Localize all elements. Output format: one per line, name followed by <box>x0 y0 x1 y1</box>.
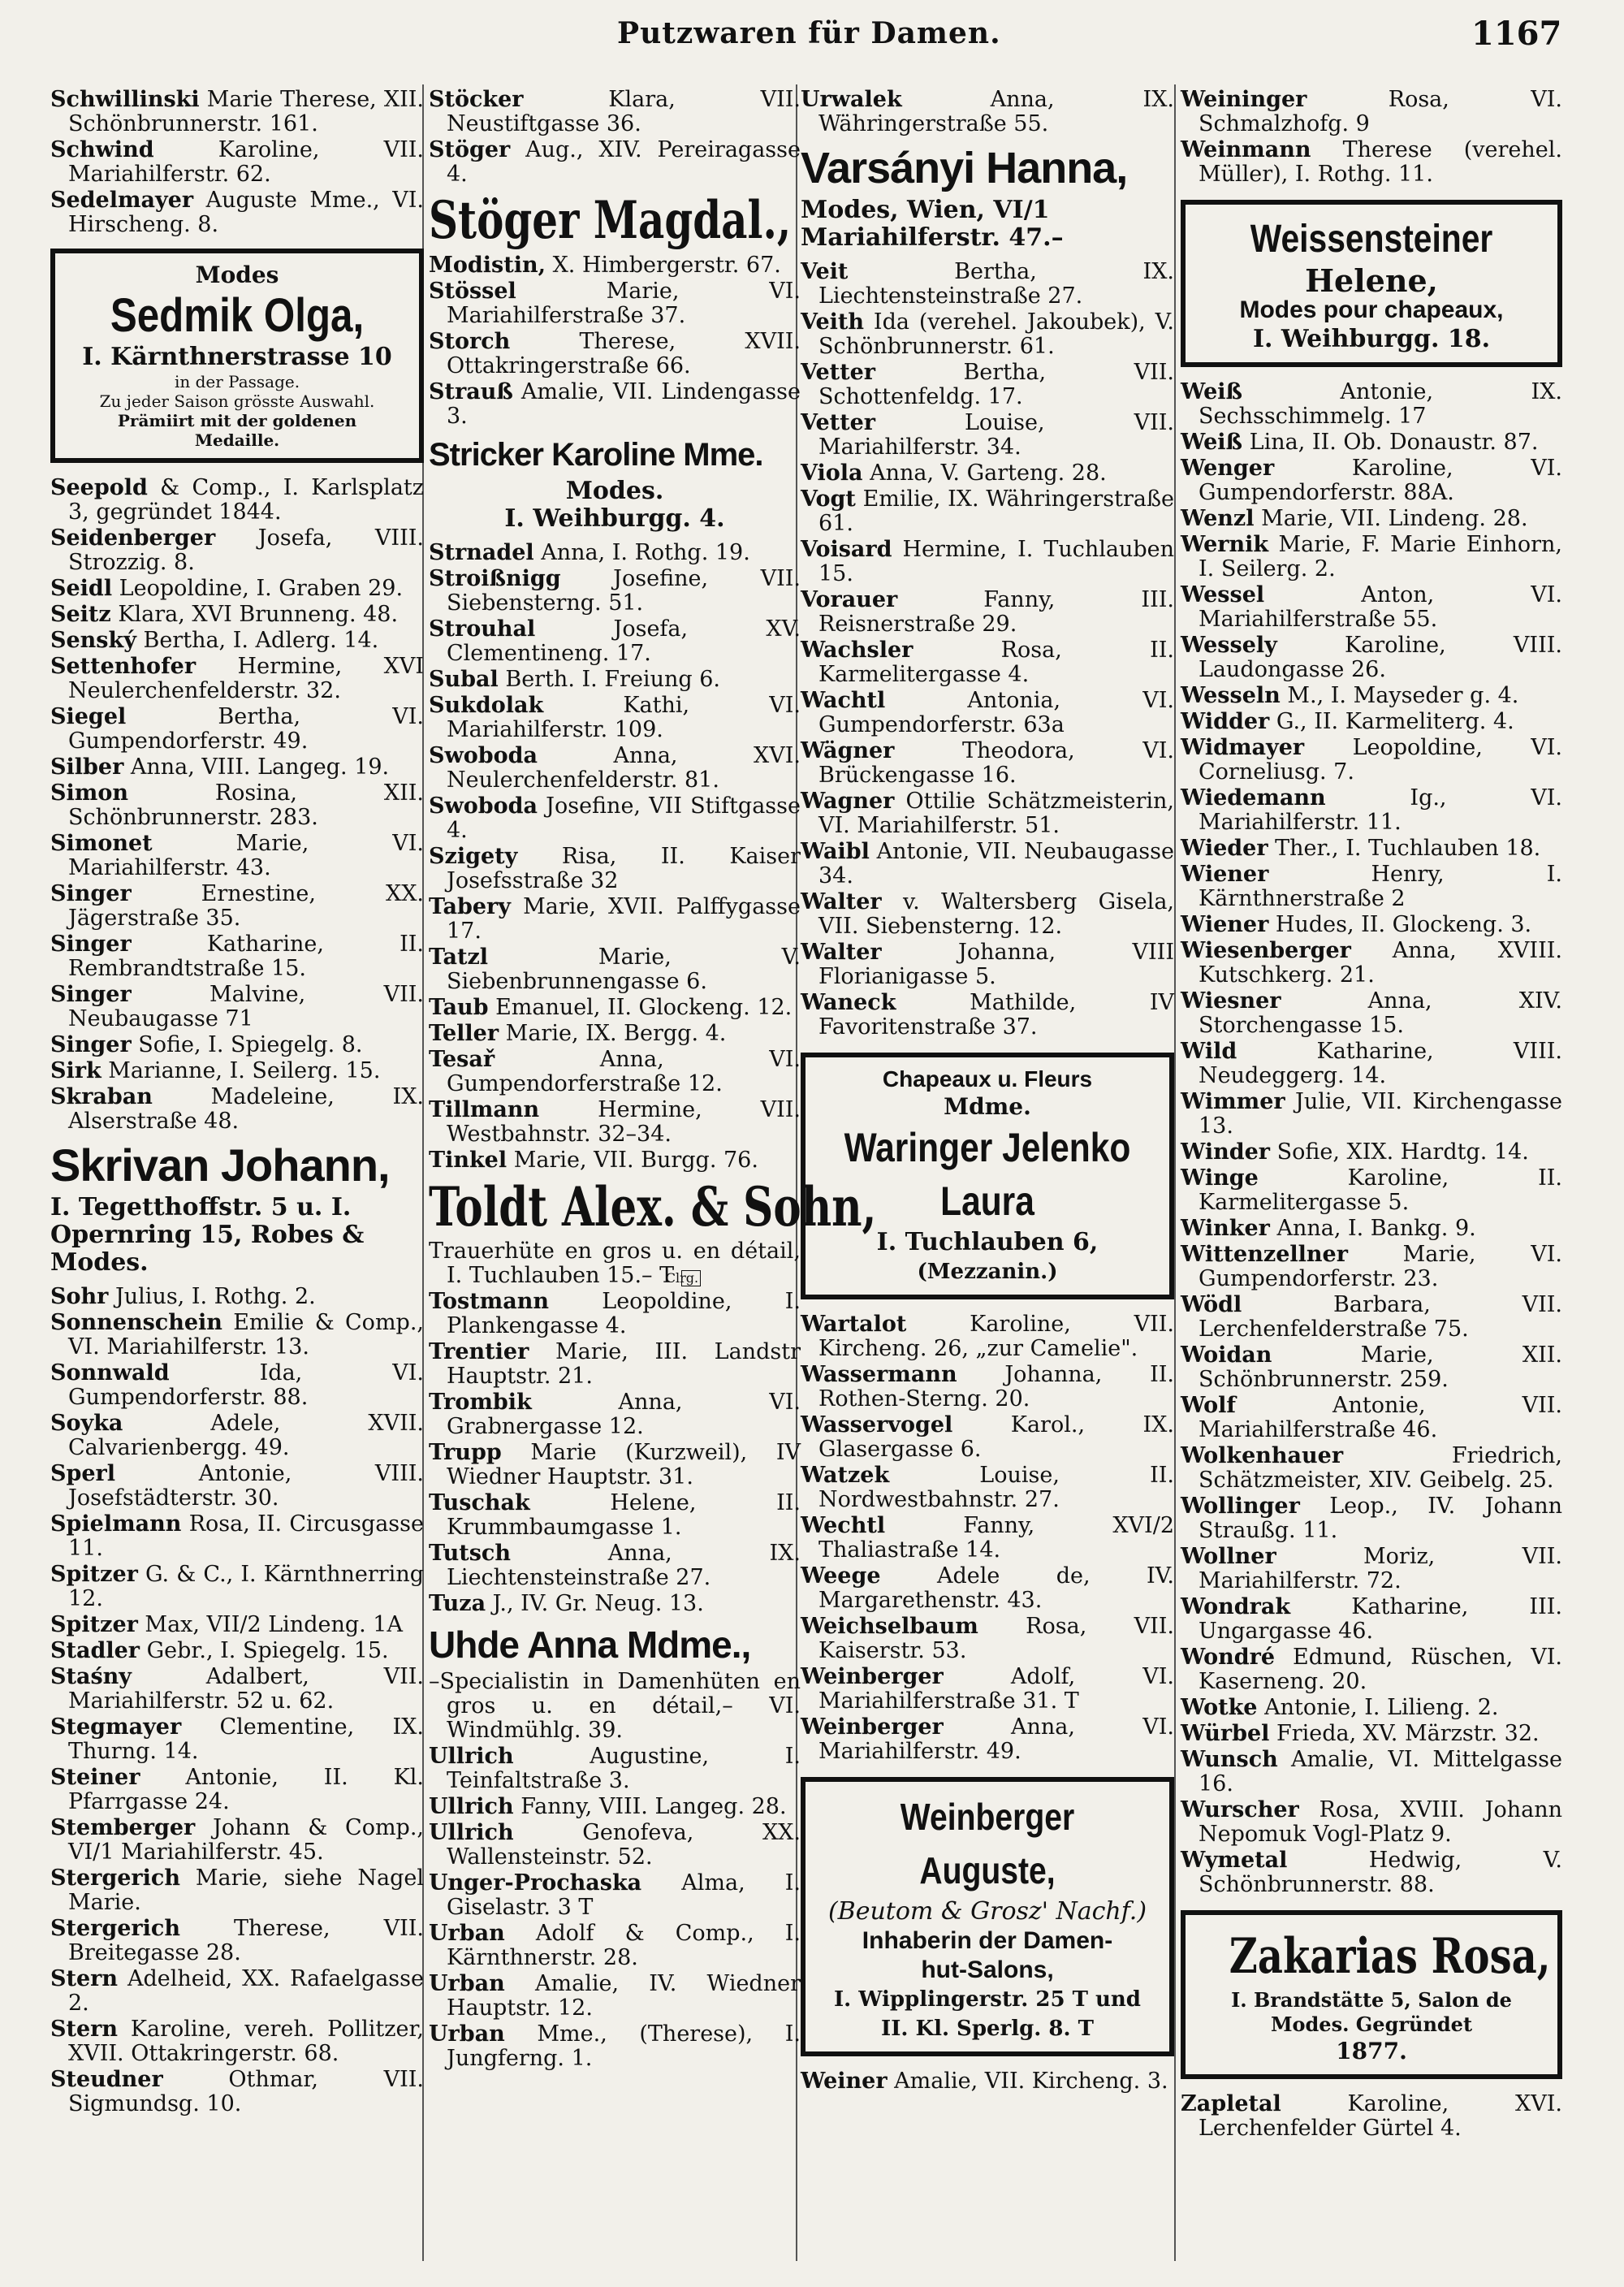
directory-entry: Tillmann Hermine, VII. Westbahnstr. 32–34. <box>429 1097 801 1147</box>
directory-entry: Wollner Moriz, VII. Mariahilferstr. 72. <box>1181 1544 1562 1593</box>
advert-box-waringer <box>801 1053 1174 1299</box>
directory-entry: Stössel Marie, VI. Mariahilferstraße 37. <box>429 279 801 328</box>
advert-address: I. Brandstätte 5, Salon de Modes. Gegründet <box>1231 1988 1512 2036</box>
directory-entry: Wondrak Katharine, III. Ungargasse 46. <box>1181 1594 1562 1644</box>
directory-entry: Sperl Antonie, VIII. Josefstädterstr. 30. <box>50 1461 424 1511</box>
directory-entry: Veith Ida (verehel. Jakoubek), V. Schönbrunnerstr. 61. <box>801 309 1174 359</box>
entry-list <box>1181 2092 1562 2141</box>
advert-line: Mdme. <box>944 1093 1031 1120</box>
directory-entry: Strouhal Josefa, XV. Clementineng. 17. <box>429 616 801 666</box>
directory-entry: Settenhofer Hermine, XVI Neulerchenfelderstr. 32. <box>50 654 424 703</box>
directory-entry: Wenger Karoline, VI. Gumpendorferstr. 88A. <box>1181 456 1562 505</box>
directory-entry: Weiß Antonie, IX. Sechsschimmelg. 17 <box>1181 379 1562 429</box>
directory-entry: Wolf Antonie, VII. Mariahilferstraße 46. <box>1181 1393 1562 1442</box>
advert-line: Chapeaux u. Fleurs <box>882 1066 1093 1092</box>
directory-entry: Wieder Ther., I. Tuchlauben 18. <box>1181 836 1541 861</box>
directory-entry: Urban Mme., (Therese), I. Jungferng. 1. <box>429 2021 801 2071</box>
directory-entry: Seitz Klara, XVI Brunneng. 48. <box>50 602 399 627</box>
directory-entry: Weiß Lina, II. Ob. Donaustr. 87. <box>1181 430 1539 455</box>
advert-name: Helene, <box>1305 262 1438 299</box>
directory-entry: Winker Anna, I. Bankg. 9. <box>1181 1216 1476 1241</box>
directory-entry: Tostmann Leopoldine, I. Plankengasse 4. <box>429 1289 801 1338</box>
directory-entry: Senský Bertha, I. Adlerg. 14. <box>50 628 379 653</box>
directory-entry: Weichselbaum Rosa, VII. Kaiserstr. 53. <box>801 1614 1174 1663</box>
directory-entry: Wechtl Fanny, XVI/2 Thaliastraße 14. <box>801 1513 1174 1563</box>
directory-entry: Walter Johanna, VIII Florianigasse 5. <box>801 940 1174 989</box>
directory-entry: Singer Sofie, I. Spiegelg. 8. <box>50 1032 363 1057</box>
directory-entry: Siegel Bertha, VI. Gumpendorferstr. 49. <box>50 704 424 754</box>
directory-entry: Stern Karoline, vereh. Pollitzer, XVII. Ottakringerstr. 68. <box>50 2017 424 2066</box>
directory-entry: Vogt Emilie, IX. Währingerstraße 61. <box>801 486 1174 536</box>
directory-entry: Stemberger Johann & Comp., VI/1 Mariahilferstr. 45. <box>50 1815 424 1865</box>
display-entry-detail <box>429 1239 801 1288</box>
display-entry-text: Trauerhüte en gros u. en détail, I. Tuchlauben 15.– T <box>429 1239 801 1288</box>
directory-entry: Seepold & Comp., I. Karlsplatz 3, gegründet 1844. <box>50 475 424 525</box>
display-entry-name: Stricker Karoline Mme. <box>429 437 763 473</box>
display-entry-name: Varsányi Hanna, <box>801 144 1128 192</box>
directory-entry: Wotke Antonie, I. Lilieng. 2. <box>1181 1695 1499 1720</box>
directory-entry: Wurscher Rosa, XVIII. Johann Nepomuk Vogl-Platz 9. <box>1181 1797 1562 1847</box>
directory-entry: Urban Amalie, IV. Wiedner Hauptstr. 12. <box>429 1971 801 2021</box>
entry-list <box>1181 88 1562 187</box>
display-entry-detail: Modes, Wien, VI/1 Mariahilferstr. 47.– <box>801 196 1064 252</box>
column-3 <box>801 88 1174 2095</box>
advert-line: Inhaberin der Damen- <box>862 1927 1113 1954</box>
directory-entry: Stroißnigg Josefine, VII. Siebensterng. 51. <box>429 566 801 616</box>
directory-entry: Wernik Marie, F. Marie Einhorn, I. Seilerg. 2. <box>1181 532 1562 581</box>
display-entry-detail: I. Tegetthoffstr. 5 u. I. Opernring 15, Robes & Modes. <box>50 1193 365 1277</box>
directory-entry: Würbel Frieda, XV. Märzstr. 32. <box>1181 1721 1540 1746</box>
directory-entry: Strnadel Anna, I. Rothg. 19. <box>429 540 750 565</box>
directory-entry: Wartalot Karoline, VII. Kircheng. 26, „zur Camelie". <box>801 1312 1174 1361</box>
directory-entry: Weege Adele de, IV. Margarethenstr. 43. <box>801 1563 1174 1613</box>
directory-entry: Wiedemann Ig., VI. Mariahilferstr. 11. <box>1181 785 1562 835</box>
advert-line: (Mezzanin.) <box>917 1260 1058 1284</box>
directory-entry: Steiner Antonie, II. Kl. Pfarrgasse 24. <box>50 1765 424 1814</box>
directory-entry: Viola Anna, V. Garteng. 28. <box>801 460 1107 486</box>
directory-entry: Stergerich Therese, VII. Breitegasse 28. <box>50 1916 424 1965</box>
directory-entry: Wiesenberger Anna, XVIII. Kutschkerg. 21. <box>1181 938 1562 988</box>
display-entry-name: Uhde Anna Mdme., <box>429 1623 751 1666</box>
directory-entry: Simonet Marie, VI. Mariahilferstr. 43. <box>50 831 424 880</box>
directory-entry: Ullrich Genofeva, XX. Wallensteinstr. 52. <box>429 1820 801 1870</box>
advert-box-sedmik <box>50 249 424 463</box>
advert-address: II. Kl. Sperlg. 8. T <box>881 2017 1094 2041</box>
directory-entry: Weiner Amalie, VII. Kircheng. 3. <box>801 2069 1168 2094</box>
display-entry-name: Stöger Magdal., <box>429 190 792 251</box>
directory-entry: Urban Adolf & Comp., I. Kärnthnerstr. 28. <box>429 1921 801 1970</box>
advert-line: Modes <box>195 262 279 288</box>
directory-entry: Skraban Madeleine, IX. Alserstraße 48. <box>50 1084 424 1134</box>
entry-list <box>429 541 801 1173</box>
entry-list <box>801 88 1174 136</box>
directory-entry: Wild Katharine, VIII. Neudeggerg. 14. <box>1181 1039 1562 1088</box>
entry-tag: Clrg. <box>681 1270 701 1286</box>
directory-entry: Stern Adelheid, XX. Rafaelgasse 2. <box>50 1966 424 2016</box>
advert-name: Zakarias Rosa, <box>1229 1928 1551 1985</box>
advert-address: I. Wipplingerstr. 25 T und <box>833 1987 1141 2012</box>
directory-entry: Sohr Julius, I. Rothg. 2. <box>50 1284 316 1309</box>
directory-entry: Widmayer Leopoldine, VI. Corneliusg. 7. <box>1181 735 1562 785</box>
directory-entry: Staśny Adalbert, VII. Mariahilferstr. 52 u. 62. <box>50 1664 424 1714</box>
directory-entry: Widder G., II. Karmeliterg. 4. <box>1181 709 1514 734</box>
directory-entry: Urwalek Anna, IX. Währingerstraße 55. <box>801 87 1174 136</box>
entry-list <box>429 1290 801 1616</box>
advert-name: Weinberger Auguste, <box>900 1796 1075 1891</box>
directory-entry: Tuza J., IV. Gr. Neug. 13. <box>429 1591 704 1616</box>
directory-entry: Sonnenschein Emilie & Comp., VI. Mariahilferstr. 13. <box>50 1310 424 1360</box>
advert-address: I. Weihburgg. 18. <box>1252 325 1491 353</box>
directory-entry: Wessel Anton, VI. Mariahilferstraße 55. <box>1181 582 1562 632</box>
column-2 <box>429 87 877 2073</box>
directory-entry: Unger-Prochaska Alma, I. Giselastr. 3 T <box>429 1870 801 1920</box>
advert-line: (Beutom & Grosz' Nachf.) <box>827 1897 1147 1926</box>
advert-line: Zu jeder Saison grösste Auswahl. <box>99 391 375 411</box>
directory-entry: Sedelmayer Auguste Mme., VI. Hirscheng. 8. <box>50 188 424 237</box>
advert-box-weinberger <box>801 1777 1174 2056</box>
directory-entry: Wondré Edmund, Rüschen, VI. Kaserneng. 20. <box>1181 1645 1562 1694</box>
directory-entry: Subal Berth. I. Freiung 6. <box>429 667 720 692</box>
display-entry-detail: I. Weihburgg. 4. <box>504 504 725 533</box>
entry-list <box>50 88 424 237</box>
entry-list <box>50 476 424 1134</box>
directory-entry: Stöger Aug., XIV. Pereiragasse 4. <box>429 137 801 187</box>
directory-entry: Taub Emanuel, II. Glockeng. 12. <box>429 995 793 1020</box>
advert-line: Prämiirt mit der goldenen <box>117 411 357 430</box>
directory-entry: Vetter Bertha, VII. Schottenfeldg. 17. <box>801 360 1174 409</box>
directory-entry: Wödl Barbara, VII. Lerchenfelderstraße 75. <box>1181 1292 1562 1342</box>
directory-entry: Seidenberger Josefa, VIII. Strozzig. 8. <box>50 525 424 575</box>
directory-entry: Soyka Adele, XVII. Calvarienbergg. 49. <box>50 1411 424 1460</box>
directory-entry: Steudner Othmar, VII. Sigmundsg. 10. <box>50 2067 424 2116</box>
directory-entry: Stadler Gebr., I. Spiegelg. 15. <box>50 1638 389 1663</box>
directory-entry: Winder Sofie, XIX. Hardtg. 14. <box>1181 1139 1529 1165</box>
advert-line: 1877. <box>1336 2038 1407 2064</box>
advert-name: Weissensteiner <box>1250 218 1493 261</box>
advert-line: Medaille. <box>194 430 280 450</box>
directory-entry: Tesař Anna, VI. Gumpendorferstraße 12. <box>429 1047 801 1096</box>
directory-entry: Singer Katharine, II. Rembrandtstraße 15. <box>50 932 424 981</box>
directory-entry: Wiener Hudes, II. Glockeng. 3. <box>1181 912 1532 937</box>
directory-entry: Waibl Antonie, VII. Neubaugasse 34. <box>801 839 1174 888</box>
directory-entry: Wiesner Anna, XIV. Storchengasse 15. <box>1181 988 1562 1038</box>
entry-list <box>429 253 801 429</box>
advert-line: in der Passage. <box>174 372 300 391</box>
directory-entry: Szigety Risa, II. Kaiser Josefsstraße 32 <box>429 844 801 893</box>
directory-entry: Weinmann Therese (verehel. Müller), I. Rothg. 11. <box>1181 137 1562 187</box>
entry-list <box>1181 380 1562 1897</box>
directory-entry: Weinberger Anna, VI. Mariahilferstr. 49. <box>801 1714 1174 1764</box>
advert-line: hut-Salons, <box>921 1956 1054 1983</box>
display-entry-detail: –Specialistin in Damenhüten en gros u. en détail,– VI. Windmühlg. 39. <box>429 1669 801 1743</box>
directory-entry: Wachtl Antonia, VI. Gumpendorferstr. 63a <box>801 688 1174 737</box>
directory-entry: Swoboda Anna, XVI. Neulerchenfelderstr. 81. <box>429 743 801 793</box>
column-4 <box>1181 88 1562 2142</box>
entry-list <box>801 260 1174 1040</box>
directory-entry: Veit Bertha, IX. Liechtensteinstraße 27. <box>801 259 1174 309</box>
entry-list <box>801 2069 1174 2094</box>
directory-entry: Wiener Henry, I. Kärnthnerstraße 2 <box>1181 862 1562 911</box>
directory-entry: Trupp Marie (Kurzweil), IV Wiedner Hauptstr. 31. <box>429 1440 801 1489</box>
directory-entry: Schwillinski Marie Therese, XII. Schönbrunnerstr. 161. <box>50 87 424 136</box>
directory-entry: Woidan Marie, XII. Schönbrunnerstr. 259. <box>1181 1342 1562 1392</box>
directory-entry: Ullrich Fanny, VIII. Langeg. 28. <box>429 1794 787 1819</box>
directory-entry: Teller Marie, IX. Bergg. 4. <box>429 1021 727 1046</box>
directory-entry: Stergerich Marie, siehe Nagel Marie. <box>50 1865 424 1915</box>
directory-entry: Spitzer G. & C., I. Kärnthnerring 12. <box>50 1562 424 1611</box>
directory-entry: Stöcker Klara, VII. Neustiftgasse 36. <box>429 87 801 136</box>
directory-entry: Sukdolak Kathi, VI. Mariahilferstr. 109. <box>429 693 801 742</box>
page-title: Putzwaren für Damen. <box>617 16 1001 50</box>
column-divider <box>1174 84 1176 2261</box>
directory-entry: Singer Ernestine, XX. Jägerstraße 35. <box>50 881 424 931</box>
directory-entry: Watzek Louise, II. Nordwestbahnstr. 27. <box>801 1463 1174 1512</box>
directory-entry: Wimmer Julie, VII. Kirchengasse 13. <box>1181 1089 1562 1139</box>
directory-entry: Tinkel Marie, VII. Burgg. 76. <box>429 1148 758 1173</box>
directory-entry: Tabery Marie, XVII. Palffygasse 17. <box>429 894 801 944</box>
directory-entry: Weinberger Adolf, VI. Mariahilferstraße 31. T <box>801 1664 1174 1714</box>
directory-entry: Sonnwald Ida, VI. Gumpendorferstr. 88. <box>50 1360 424 1410</box>
directory-entry: Ullrich Augustine, I. Teinfaltstraße 3. <box>429 1744 801 1793</box>
display-entry-name: Toldt Alex. & Sohn, <box>429 1175 877 1239</box>
directory-entry: Wenzl Marie, VII. Lindeng. 28. <box>1181 506 1528 531</box>
directory-entry: Wunsch Amalie, VI. Mittelgasse 16. <box>1181 1747 1562 1796</box>
directory-entry: Wachsler Rosa, II. Karmelitergasse 4. <box>801 638 1174 687</box>
directory-entry: Weininger Rosa, VI. Schmalzhofg. 9 <box>1181 87 1562 136</box>
directory-entry: Spielmann Rosa, II. Circusgasse 11. <box>50 1511 424 1561</box>
directory-entry: Storch Therese, XVII. Ottakringerstraße 66. <box>429 329 801 378</box>
directory-entry: Walter v. Waltersberg Gisela, VII. Siebensterng. 12. <box>801 889 1174 939</box>
advert-address: I. Kärnthnerstrasse 10 <box>82 343 392 371</box>
directory-entry: Vetter Louise, VII. Mariahilferstr. 34. <box>801 410 1174 460</box>
directory-entry: Stegmayer Clementine, IX. Thurng. 14. <box>50 1714 424 1764</box>
page-number: 1167 <box>1471 15 1562 53</box>
advert-name: Waringer Jelenko Laura <box>844 1125 1131 1224</box>
directory-entry: Wägner Theodora, VI. Brückengasse 16. <box>801 738 1174 788</box>
directory-entry: Winge Karoline, II. Karmelitergasse 5. <box>1181 1165 1562 1215</box>
advert-box-zakarias <box>1181 1910 1562 2079</box>
entry-list <box>429 1744 801 2071</box>
advert-address: I. Tuchlauben 6, <box>876 1228 1099 1256</box>
directory-entry: Wymetal Hedwig, V. Schönbrunnerstr. 88. <box>1181 1848 1562 1897</box>
advert-line: Modes pour chapeaux, <box>1239 296 1504 323</box>
directory-entry: Wassermann Johanna, II. Rothen-Sterng. 20. <box>801 1362 1174 1412</box>
directory-entry: Wessely Karoline, VIII. Laudongasse 26. <box>1181 633 1562 682</box>
directory-entry: Vorauer Fanny, III. Reisnerstraße 29. <box>801 587 1174 637</box>
directory-entry: Trentier Marie, III. Landstr Hauptstr. 21. <box>429 1339 801 1389</box>
directory-entry: Strauß Amalie, VII. Lindengasse 3. <box>429 379 801 429</box>
directory-entry: Modistin, X. Himbergerstr. 67. <box>429 253 781 278</box>
entry-list <box>50 1285 424 2116</box>
entry-list <box>429 88 801 187</box>
advert-name: Sedmik Olga, <box>110 289 365 342</box>
entry-list <box>801 1312 1174 1764</box>
directory-entry: Sirk Marianne, I. Seilerg. 15. <box>50 1058 381 1083</box>
directory-entry: Wesseln M., I. Mayseder g. 4. <box>1181 683 1519 708</box>
directory-entry: Waneck Mathilde, IV Favoritenstraße 37. <box>801 990 1174 1040</box>
directory-entry: Wolkenhauer Friedrich, Schätzmeister, XIV. Geibelg. 25. <box>1181 1443 1562 1493</box>
directory-entry: Tutsch Anna, IX. Liechtensteinstraße 27. <box>429 1541 801 1590</box>
directory-entry: Swoboda Josefine, VII Stiftgasse 4. <box>429 793 801 843</box>
directory-entry: Voisard Hermine, I. Tuchlauben 15. <box>801 537 1174 586</box>
directory-entry: Tatzl Marie, V. Siebenbrunnengasse 6. <box>429 945 801 994</box>
advert-box-weissensteiner <box>1181 200 1562 367</box>
directory-entry: Wasservogel Karol., IX. Glasergasse 6. <box>801 1412 1174 1462</box>
directory-entry: Wittenzellner Marie, VI. Gumpendorferstr. 23. <box>1181 1242 1562 1291</box>
display-entry-detail: Modes. <box>565 477 664 505</box>
directory-entry: Schwind Karoline, VII. Mariahilferstr. 62. <box>50 137 424 187</box>
directory-entry: Simon Rosina, XII. Schönbrunnerstr. 283. <box>50 780 424 830</box>
display-entry-name: Skrivan Johann, <box>50 1139 390 1191</box>
directory-entry: Trombik Anna, VI. Grabnergasse 12. <box>429 1390 801 1439</box>
directory-entry: Tuschak Helene, II. Krummbaumgasse 1. <box>429 1490 801 1540</box>
page-header <box>0 11 1624 52</box>
directory-entry: Zapletal Karoline, XVI. Lerchenfelder Gürtel 4. <box>1181 2091 1562 2141</box>
directory-entry: Wollinger Leop., IV. Johann Straußg. 11. <box>1181 1494 1562 1543</box>
directory-entry: Wagner Ottilie Schätzmeisterin, VI. Mariahilferstr. 51. <box>801 789 1174 838</box>
directory-entry: Silber Anna, VIII. Langeg. 19. <box>50 754 390 780</box>
directory-entry: Spitzer Max, VII/2 Lindeng. 1A <box>50 1612 403 1637</box>
directory-entry: Seidl Leopoldine, I. Graben 29. <box>50 576 404 601</box>
column-1 <box>50 88 424 2118</box>
directory-entry: Singer Malvine, VII. Neubaugasse 71 <box>50 982 424 1031</box>
